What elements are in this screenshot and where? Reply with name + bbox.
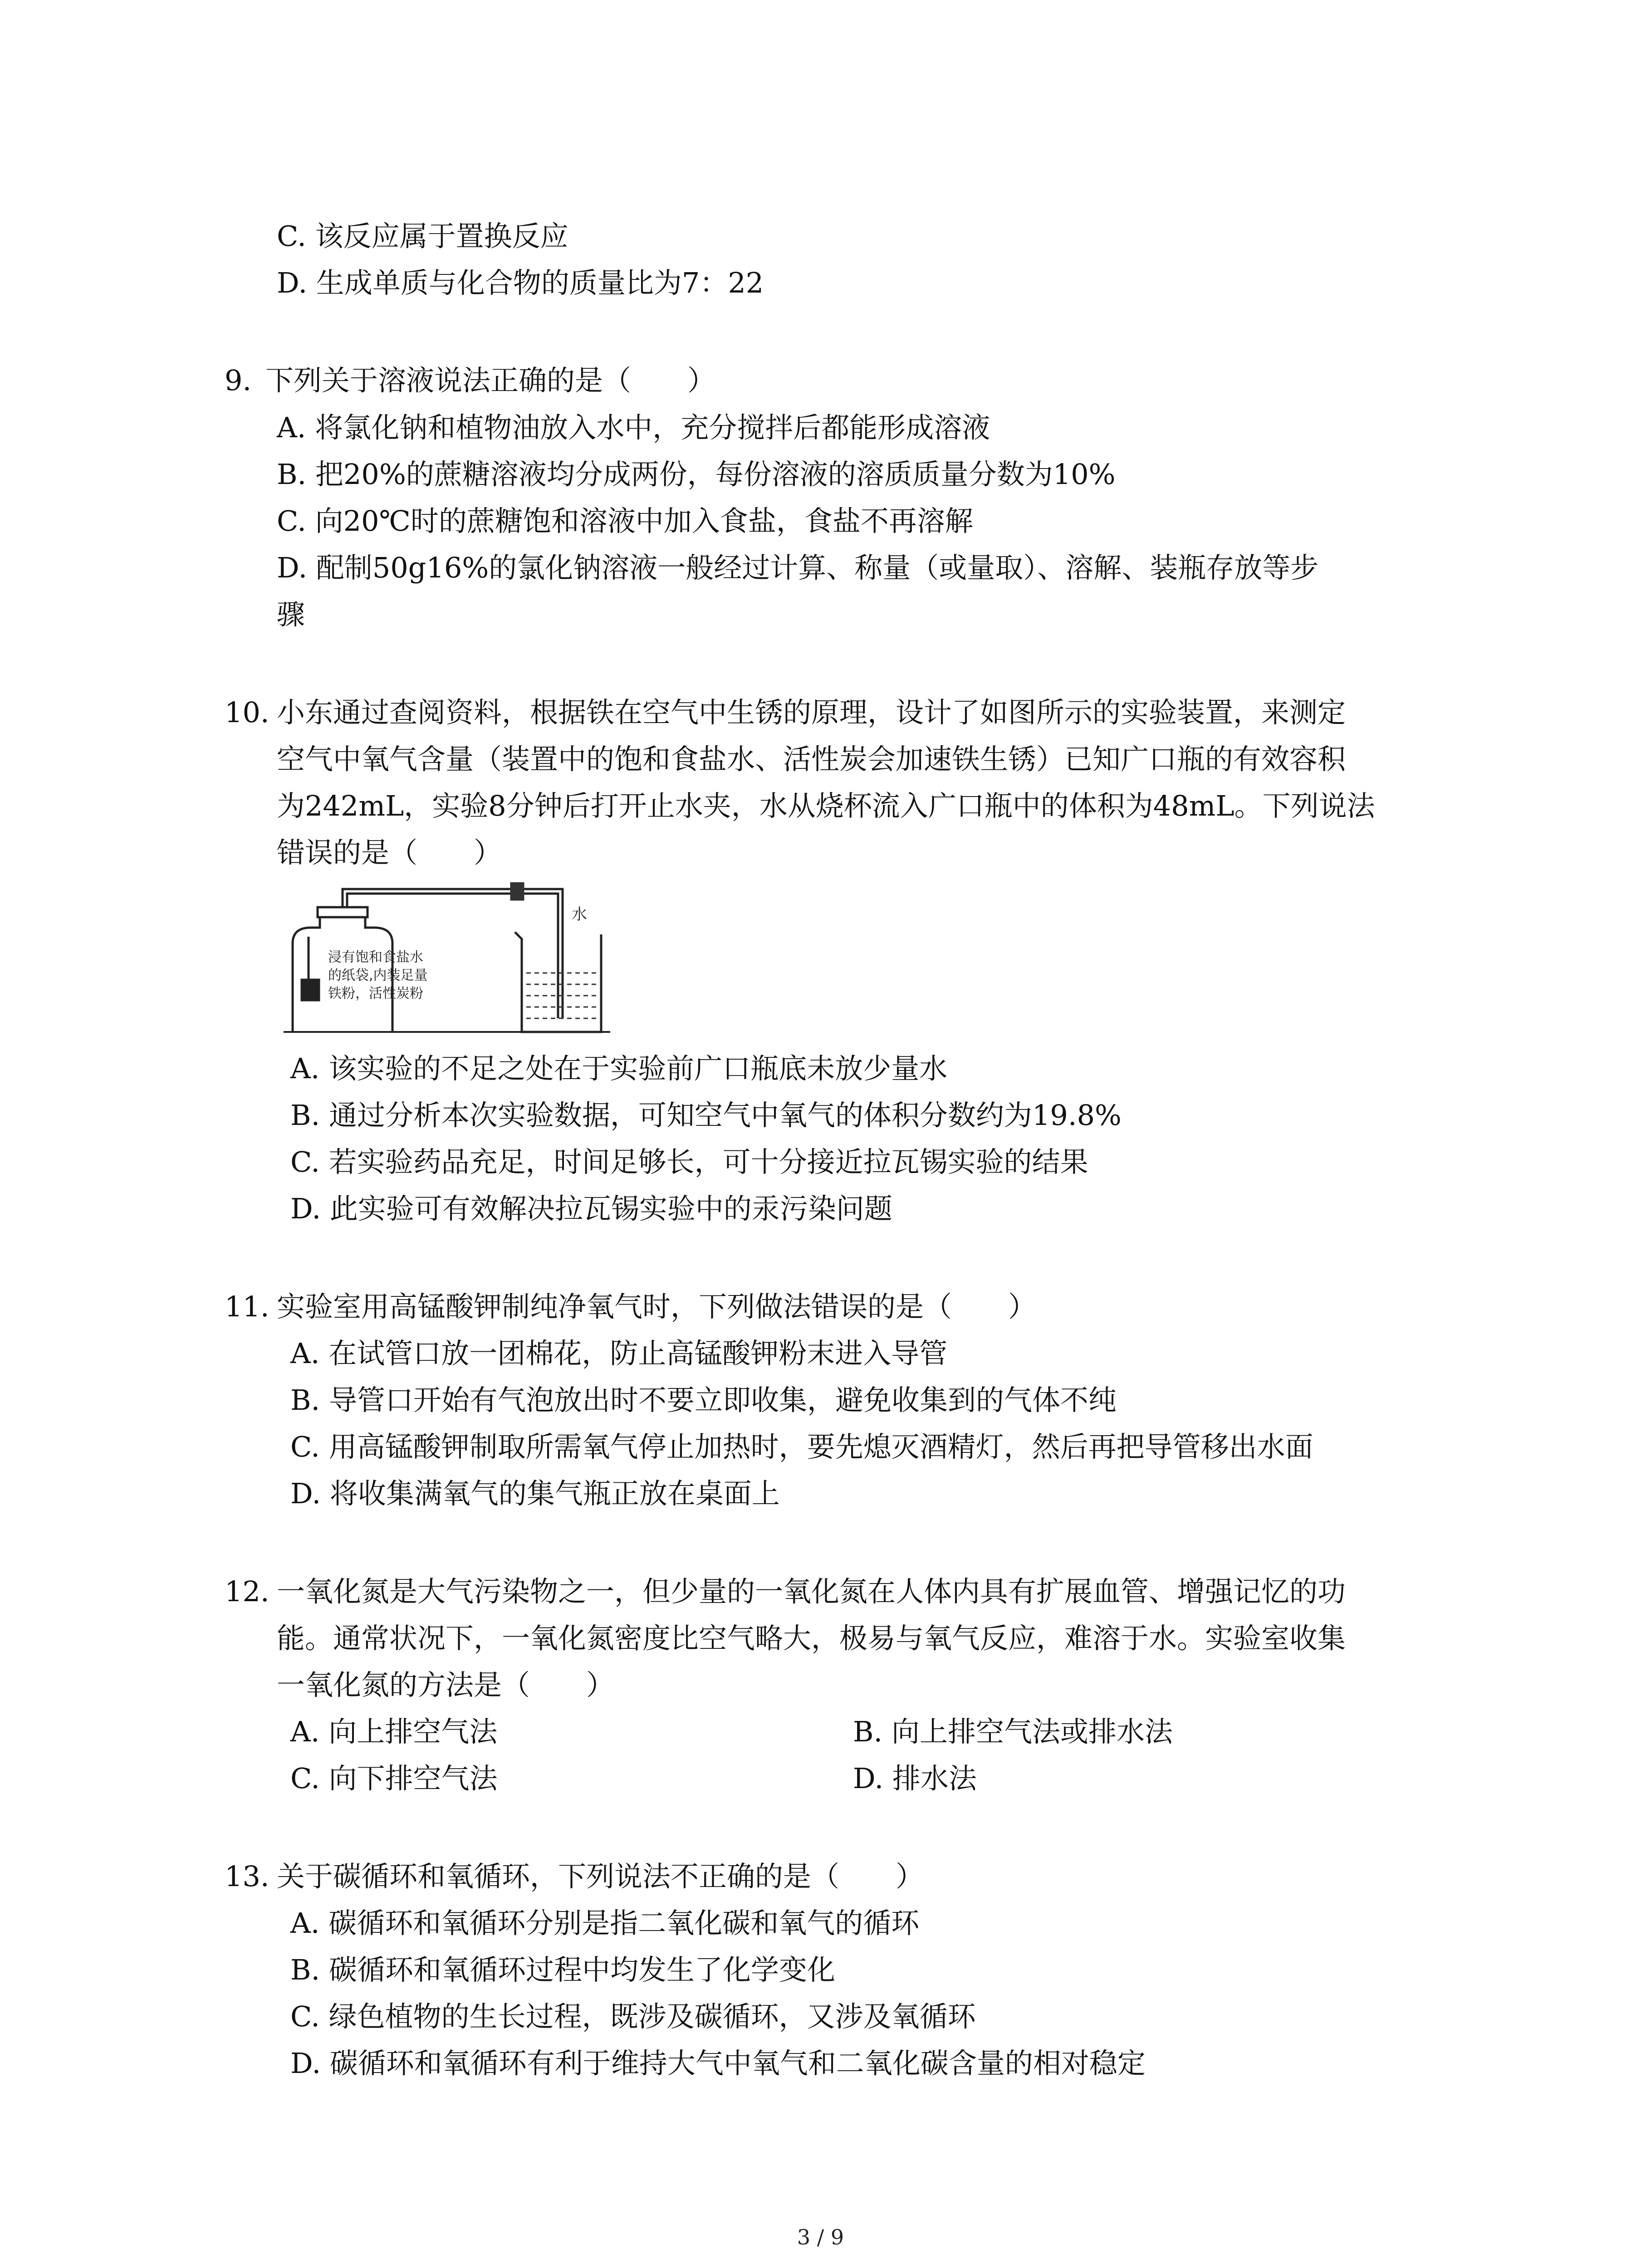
q12-option-c: C. 向下排空气法 <box>290 1762 498 1795</box>
q13-option-b: B. 碳循环和氧循环过程中均发生了化学变化 <box>290 1953 835 1986</box>
q13-option-a: A. 碳循环和氧循环分别是指二氧化碳和氧气的循环 <box>290 1906 920 1940</box>
q12-stem-line1: 一氧化氮是大气污染物之一，但少量的一氧化氮在人体内具有扩展血管、增强记忆的功 <box>277 1575 1346 1608</box>
q9-option-d: D. 配制50g16%的氯化钠溶液一般经过计算、称量（或量取）、溶解、装瓶存放等步 <box>277 551 1319 584</box>
q11-option-b: B. 导管口开始有气泡放出时不要立即收集，避免收集到的气体不纯 <box>290 1383 1117 1417</box>
q10-number: 10. <box>225 696 269 729</box>
paper-bag <box>302 980 319 1000</box>
q12-stem-line3: 一氧化氮的方法是（ ） <box>277 1668 615 1701</box>
label-bag-line2: 的纸袋,内装足量 <box>328 968 428 983</box>
q9-option-b: B. 把20%的蔗糖溶液均分成两份，每份溶液的溶质质量分数为10% <box>277 458 1116 491</box>
label-bag-line3: 铁粉，活性炭粉 <box>328 986 423 1002</box>
q11-number: 11. <box>225 1290 269 1323</box>
q10-stem-line1: 小东通过查阅资料，根据铁在空气中生锈的原理，设计了如图所示的实验装置，来测定 <box>277 696 1346 729</box>
q9-option-d-cont: 骤 <box>277 598 305 631</box>
q13-stem: 关于碳循环和氧循环，下列说法不正确的是（ ） <box>277 1860 924 1893</box>
q10-option-b: B. 通过分析本次实验数据，可知空气中氧气的体积分数约为19.8% <box>290 1099 1122 1132</box>
q10-stem-line2: 空气中氧气含量（装置中的饱和食盐水、活性炭会加速铁生锈）已知广口瓶的有效容积 <box>277 743 1346 776</box>
q10-stem-line3: 为242mL，实验8分钟后打开止水夹，水从烧杯流入广口瓶中的体积为48mL。下列说法 <box>277 789 1375 822</box>
q8-option-d: D. 生成单质与化合物的质量比为7：22 <box>277 266 764 299</box>
q12-option-b: B. 向上排空气法或排水法 <box>853 1715 1173 1748</box>
q10-stem-line4: 错误的是（ ） <box>277 836 502 869</box>
label-water: 水 <box>572 905 587 924</box>
page-number: 3 / 9 <box>797 2225 844 2249</box>
clamp <box>511 883 523 899</box>
q11-stem: 实验室用高锰酸钾制纯净氧气时，下列做法错误的是（ ） <box>277 1290 1037 1323</box>
q9-option-a: A. 将氯化钠和植物油放入水中，充分搅拌后都能形成溶液 <box>277 411 990 444</box>
q12-stem-line2: 能。通常状况下，一氧化氮密度比空气略大，极易与氧气反应，难溶于水。实验室收集 <box>277 1622 1346 1655</box>
q9-option-c: C. 向20℃时的蔗糖饱和溶液中加入食盐，食盐不再溶解 <box>277 504 973 538</box>
q12-number: 12. <box>225 1575 269 1608</box>
q10-option-c: C. 若实验药品充足，时间足够长，可十分接近拉瓦锡实验的结果 <box>290 1145 1088 1178</box>
label-bag-line1: 浸有饱和食盐水 <box>328 949 423 965</box>
q9-number: 9. <box>225 364 252 397</box>
q10-option-a: A. 该实验的不足之处在于实验前广口瓶底未放少量水 <box>290 1052 948 1085</box>
q10-option-d: D. 此实验可有效解决拉瓦锡实验中的汞污染问题 <box>290 1192 892 1225</box>
q13-option-d: D. 碳循环和氧循环有利于维持大气中氧气和二氧化碳含量的相对稳定 <box>290 2047 1146 2080</box>
q8-option-c: C. 该反应属于置换反应 <box>277 220 568 253</box>
q11-option-d: D. 将收集满氧气的集气瓶正放在桌面上 <box>290 1477 780 1510</box>
bottle-stopper <box>318 907 367 917</box>
q13-number: 13. <box>225 1860 269 1893</box>
q12-option-d: D. 排水法 <box>853 1762 977 1795</box>
q13-option-c: C. 绿色植物的生长过程，既涉及碳循环，又涉及氧循环 <box>290 2000 976 2033</box>
q10-apparatus-figure <box>274 882 619 1036</box>
q11-option-c: C. 用高锰酸钾制取所需氧气停止加热时，要先熄灭酒精灯，然后再把导管移出水面 <box>290 1430 1313 1463</box>
q12-option-a: A. 向上排空气法 <box>290 1715 498 1748</box>
q9-stem: 下列关于溶液说法正确的是（ ） <box>265 364 716 397</box>
q11-option-a: A. 在试管口放一团棉花，防止高锰酸钾粉末进入导管 <box>290 1337 948 1370</box>
